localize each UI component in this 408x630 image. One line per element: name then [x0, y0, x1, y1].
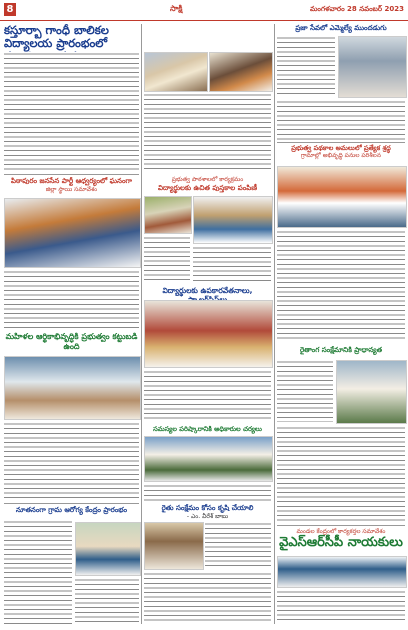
mid-story-4	[144, 504, 271, 521]
story-divider	[277, 525, 405, 526]
mid-story-1-headline: విద్యార్థులకు ఉచిత పుస్తకాల పంపిణీ	[158, 184, 257, 192]
story-2-photo	[4, 198, 141, 268]
right-story-2-subhead: గ్రామాల్లో అభివృద్ధి పనుల పరిశీలన	[301, 152, 381, 159]
right-story-1-text	[277, 36, 335, 96]
mid-story-2-photo	[144, 300, 273, 368]
mid-story-4-text	[205, 522, 271, 568]
right-story-3-headline: రైతాంగ సంక్షేమానికి ప్రాధాన్యత	[299, 346, 383, 354]
right-story-4-headline: వైఎస్ఆర్‌సీపీ నాయకులు	[279, 535, 403, 550]
right-story-4-text	[277, 590, 405, 624]
story-3-text	[4, 422, 139, 500]
story-4-text	[4, 520, 72, 624]
story-4-photo	[75, 522, 141, 576]
story-divider	[4, 174, 139, 175]
lead-headline: కస్తూర్బా గాంధీ బాలికల విద్యాలయ ప్రారంభంలో	[4, 23, 109, 50]
right-story-4-photo	[277, 556, 407, 588]
right-story-2-text	[277, 230, 405, 342]
lead-article-text	[4, 52, 139, 170]
column-divider	[274, 24, 275, 624]
story-2-text	[4, 270, 139, 328]
mid-story-1-photo	[144, 196, 192, 234]
mid-story-4-byline: - ఎం. వీరేశ్ బాబు	[186, 513, 229, 520]
right-story-2-headline: ప్రభుత్వ పథకాల అమలులో ప్రత్యేక శ్రద్ధ	[291, 144, 391, 152]
page-header	[0, 0, 408, 21]
lead-photo	[144, 52, 208, 92]
mid-story-1	[144, 176, 271, 193]
right-story-4	[277, 528, 405, 550]
story-2-headline: పిఠాపురం జనసేన పార్టీ ఆధ్వర్యంలో ఘనంగా	[11, 177, 132, 185]
mid-story-3-headline: సమస్యల పరిష్కారానికి అధికారుల చర్యలు	[153, 425, 262, 433]
story-3-headline: మహిళల ఆర్థికాభివృద్ధికి ప్రభుత్వం కట్టుబడి ఉంది	[5, 332, 138, 351]
mid-story-4-photo	[144, 522, 204, 570]
right-story-1-headline: ప్రజా సేవలో ఎమ్మెల్యే ముందడుగు	[295, 24, 387, 32]
story-divider	[277, 142, 405, 143]
story-4-text-continued	[75, 578, 139, 624]
lead-article-text-continued	[144, 93, 271, 171]
lead-photo-2	[209, 52, 273, 92]
right-story-3-text-2	[277, 426, 405, 522]
mid-story-1-text-2	[193, 246, 271, 282]
story-2	[4, 177, 139, 194]
story-2-subhead: జిల్లా స్థాయి సమావేశం	[45, 186, 98, 193]
right-story-1	[277, 24, 405, 33]
mid-story-2-text	[144, 370, 271, 422]
right-story-3-photo	[336, 360, 407, 424]
right-story-4-kicker: మండల కేంద్రంలో కార్యకర్తల సమావేశం	[296, 528, 386, 535]
right-story-3	[277, 346, 405, 355]
issue-date: మంగళవారం 28 నవంబర్ 2023	[310, 5, 404, 13]
mid-story-1-photo-2	[193, 196, 273, 244]
mid-story-1-subhead: ప్రభుత్వ పాఠశాలలో కార్యక్రమం	[171, 176, 244, 183]
mid-story-2-headline: విద్యార్థులకు ఉపకారవేతనాలు,	[162, 286, 253, 295]
story-3	[4, 332, 139, 352]
story-3-photo	[4, 356, 141, 420]
right-story-1-photo	[338, 36, 407, 98]
right-story-2	[277, 144, 405, 160]
mid-story-4-headline: రైతు సంక్షేమం కోసం కృషి చేయాలి	[161, 504, 254, 512]
right-story-1-text-2	[277, 100, 405, 140]
mid-story-4-text-continued	[144, 572, 271, 624]
story-4-headline: నూతనంగా గ్రామ ఆరోగ్య కేంద్రం ప్రారంభం	[15, 506, 128, 514]
story-divider	[4, 503, 139, 504]
right-story-3-text	[277, 360, 333, 422]
masthead: సాక్షి	[170, 4, 183, 13]
mid-story-3-photo	[144, 436, 273, 482]
column-divider	[141, 24, 142, 624]
mid-story-3	[144, 425, 271, 433]
mid-story-3-text	[144, 484, 271, 502]
right-story-2-photo	[277, 166, 407, 228]
mid-story-1-text	[144, 236, 190, 282]
page-number: 8	[4, 3, 16, 16]
story-4	[4, 506, 139, 515]
